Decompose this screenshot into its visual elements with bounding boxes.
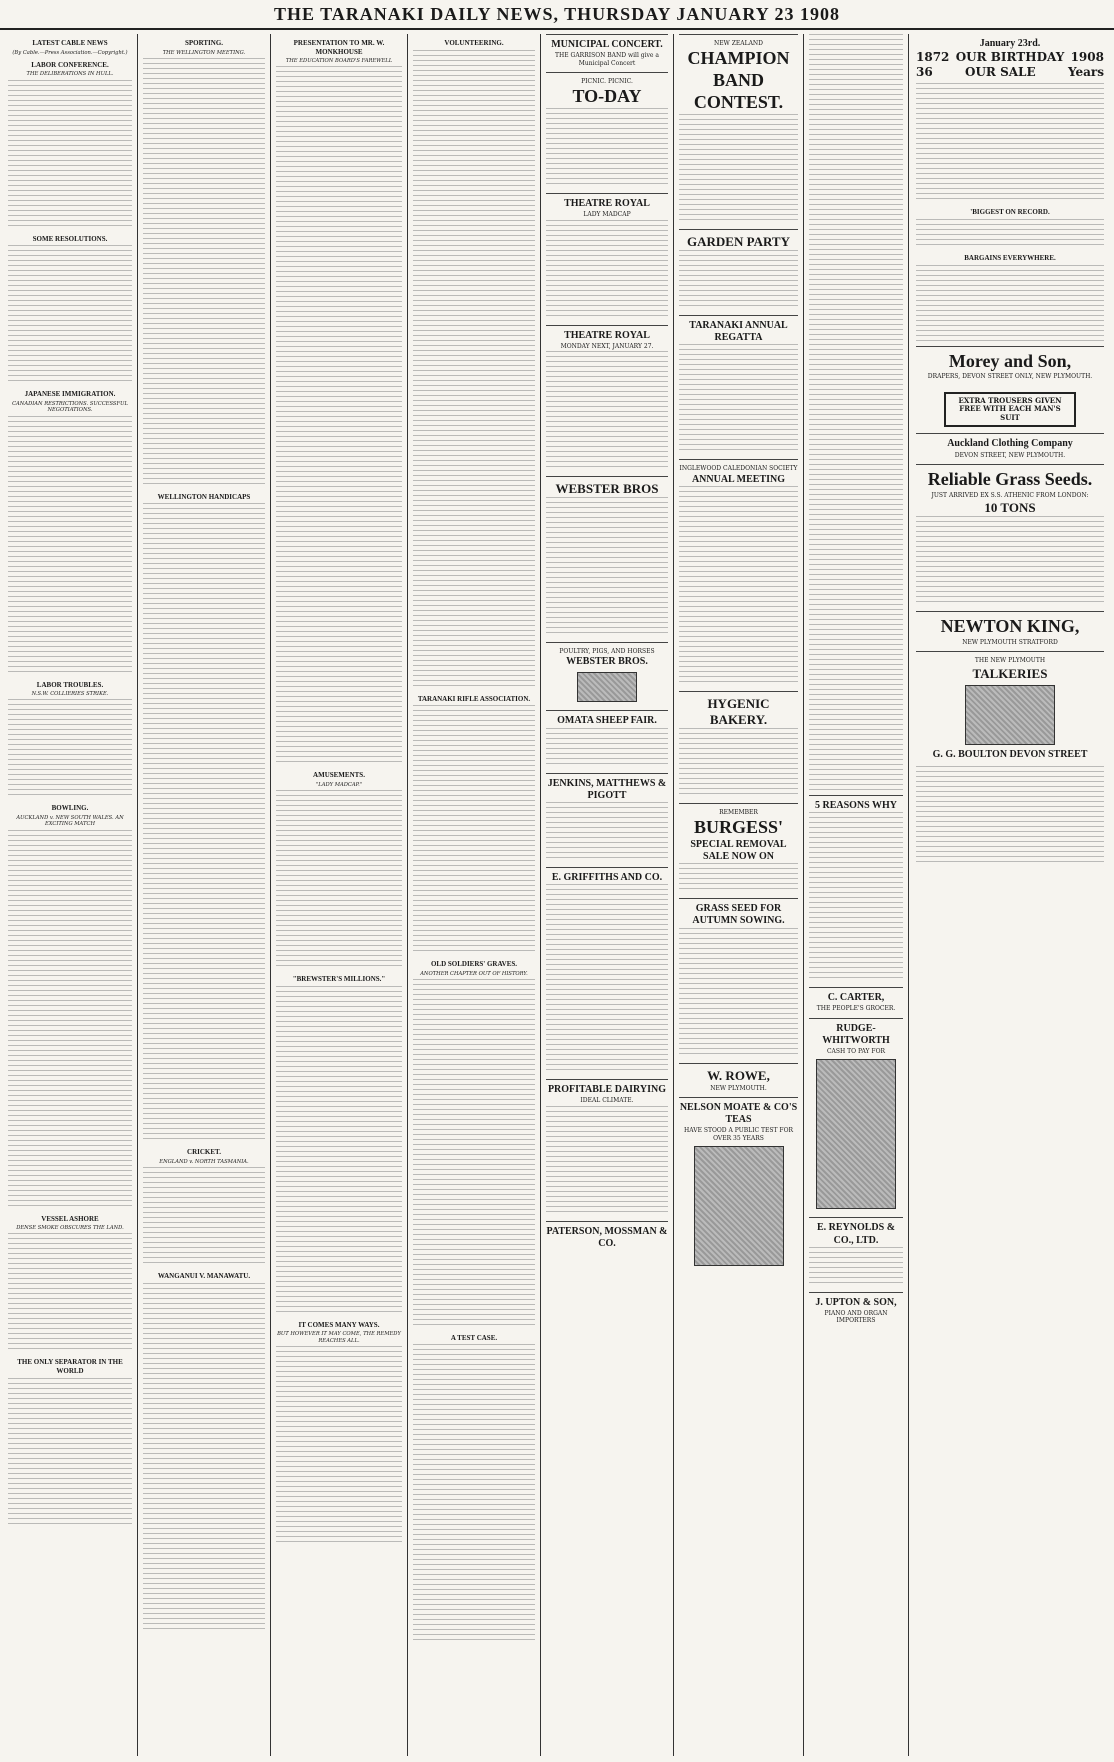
ad-line: NEW PLYMOUTH.	[710, 1084, 767, 1092]
ad-block	[546, 476, 668, 642]
ad-block	[679, 459, 798, 691]
ad-title: E. REYNOLDS & CO., LTD.	[816, 1222, 896, 1246]
ad-title: 10 TONS	[984, 500, 1036, 516]
column-events	[675, 34, 802, 1756]
article-body	[413, 979, 535, 1329]
ad-line: HAVE STOOD A PUBLIC TEST FOR OVER 35 YEARS	[683, 1127, 794, 1142]
ad-line: PICNIC. PICNIC.	[581, 77, 633, 85]
sheep-illustration	[577, 672, 637, 702]
ad-body	[679, 114, 798, 224]
section-heading: SPORTING.	[184, 39, 224, 47]
article-body	[143, 1283, 265, 1633]
ad-line: POULTRY, PIGS, AND HORSES	[559, 647, 655, 655]
ad-block	[679, 315, 798, 459]
section-heading: BOWLING.	[51, 804, 89, 813]
column-classifieds	[805, 34, 907, 1756]
ad-block	[809, 1217, 903, 1291]
section-heading: WELLINGTON HANDICAPS	[157, 492, 251, 501]
section-subheading: "LADY MADCAP."	[315, 781, 363, 788]
ad-line: THE GARRISON BAND will give a Municipal Concert	[555, 52, 659, 67]
section-heading: VESSEL ASHORE	[41, 1214, 99, 1223]
ad-body	[679, 250, 798, 310]
section-subheading: ENGLAND v. NORTH TASMANIA.	[159, 1158, 249, 1165]
article-body	[8, 1233, 132, 1353]
column-presentation	[272, 34, 406, 1756]
section-heading: VOLUNTEERING.	[444, 39, 504, 47]
article-body	[8, 699, 132, 799]
ad-line: CASH TO PAY FOR	[826, 1048, 886, 1056]
trousers-box: EXTRA TROUSERS GIVEN FREE WITH EACH MAN'S SUIT	[944, 392, 1076, 428]
ad-line: THE NEW PLYMOUTH	[974, 657, 1046, 665]
ad-title: PATERSON, MOSSMAN & CO.	[546, 1225, 668, 1249]
ad-line: REMEMBER	[719, 808, 758, 816]
section-heading: "BREWSTER'S MILLIONS."	[292, 975, 386, 984]
ad-block	[679, 691, 798, 803]
sale-line: OUR SALE	[965, 64, 1036, 79]
section-subheading: (By Cable.—Press Association.—Copyright.)	[12, 49, 128, 56]
ad-body	[916, 219, 1104, 249]
ad-body	[916, 265, 1104, 345]
article-body	[8, 245, 132, 385]
ad-line: PIANO AND ORGAN IMPORTERS	[824, 1309, 888, 1325]
ad-block	[679, 803, 798, 899]
ad-body	[679, 486, 798, 686]
ad-body	[809, 1247, 903, 1287]
ad-title: C. CARTER,	[827, 992, 885, 1004]
ad-title: WEBSTER BROS	[555, 481, 659, 497]
section-heading: SOME RESOLUTIONS.	[32, 234, 108, 243]
column-advertisements	[910, 34, 1110, 1756]
column-notices	[542, 34, 672, 1756]
ad-title: GARDEN PARTY	[687, 234, 790, 250]
article-body	[8, 416, 132, 676]
section-heading: A TEST CASE.	[450, 1333, 498, 1342]
article-body	[8, 1378, 132, 1528]
article-body	[8, 80, 132, 230]
birthday-sale-ad	[916, 34, 1104, 83]
ad-block	[679, 1097, 798, 1274]
ad-title: CHAMPION BAND CONTEST.	[687, 48, 790, 113]
ad-body	[546, 728, 668, 768]
ad-line: INGLEWOOD CALEDONIAN SOCIETY	[679, 465, 798, 473]
ad-title: GRASS SEED FOR AUTUMN SOWING.	[692, 903, 785, 927]
ad-title: TO-DAY	[572, 86, 642, 107]
section-heading: PRESENTATION TO MR. W. MONKHOUSE	[293, 39, 385, 56]
ad-headline: 'BIGGEST ON RECORD.	[970, 208, 1050, 217]
year-end: 1908	[1070, 50, 1104, 65]
ad-block	[916, 611, 1104, 651]
ad-block	[679, 229, 798, 315]
ad-line: JUST ARRIVED EX S.S. ATHENIC FROM LONDON:	[931, 491, 1089, 499]
article-body	[143, 503, 265, 1143]
ad-title: 5 REASONS WHY	[814, 800, 898, 811]
year-start: 1872	[916, 50, 950, 65]
birthday-row	[916, 50, 1104, 65]
article-body	[413, 1344, 535, 1644]
section-heading: IT COMES MANY WAYS.	[298, 1320, 380, 1329]
section-heading: TARANAKI RIFLE ASSOCIATION.	[417, 694, 531, 703]
ad-body	[546, 108, 668, 188]
section-heading: WANGANUI V. MANAWATU.	[157, 1272, 251, 1281]
section-subheading: CANADIAN RESTRICTIONS. SUCCESSFUL NEGOTIATIONS.	[12, 400, 128, 414]
ad-title: G. G. BOULTON DEVON STREET	[932, 749, 1088, 761]
article-body	[276, 790, 402, 970]
ad-title: J. UPTON & SON,	[815, 1296, 897, 1308]
ad-block	[809, 1292, 903, 1330]
ad-body	[546, 220, 668, 320]
article-body	[276, 1346, 402, 1546]
ad-body	[546, 351, 668, 471]
section-subheading: AUCKLAND v. NEW SOUTH WALES. AN EXCITING MATCH	[16, 814, 124, 828]
section-heading: LABOR CONFERENCE.	[31, 60, 109, 69]
ad-body	[546, 802, 668, 862]
years-word: Years	[1067, 64, 1104, 79]
ad-body	[679, 863, 798, 893]
ad-block	[546, 34, 668, 72]
ad-headline: BARGAINS EVERYWHERE.	[964, 253, 1056, 262]
ad-title: THEATRE ROYAL	[564, 329, 650, 341]
ad-body	[546, 1106, 668, 1216]
ad-body	[679, 928, 798, 1058]
ad-body	[546, 884, 668, 1074]
ad-body	[916, 83, 1104, 203]
classified-list	[809, 34, 903, 794]
ad-title: NEWTON KING,	[940, 615, 1080, 636]
ad-line: NEW ZEALAND	[714, 40, 763, 47]
ad-block	[546, 72, 668, 193]
section-subheading: THE WELLINGTON MEETING.	[162, 49, 246, 56]
article-body	[8, 830, 132, 1210]
ad-body	[679, 728, 798, 798]
ad-title: Auckland Clothing Company	[947, 438, 1073, 450]
column-rule	[407, 34, 408, 1756]
column-sporting	[139, 34, 269, 1756]
ad-line: DRAPERS, DEVON STREET ONLY, NEW PLYMOUTH.	[927, 373, 1093, 381]
masthead	[0, 0, 1114, 30]
birthday-line: OUR BIRTHDAY	[955, 50, 1065, 65]
ad-title: E. GRIFFITHS AND CO.	[551, 872, 663, 883]
ad-line: LADY MADCAP	[583, 211, 631, 219]
years-count: 36	[916, 64, 933, 79]
section-heading: AMUSEMENTS.	[313, 771, 365, 780]
column-rule	[908, 34, 909, 1756]
ad-line: DEVON STREET, NEW PLYMOUTH.	[954, 451, 1066, 459]
ad-title: TALKERIES	[972, 665, 1048, 681]
ad-line: IDEAL CLIMATE.	[580, 1097, 634, 1105]
ad-block	[546, 1221, 668, 1254]
ad-title: BURGESS'	[693, 816, 784, 837]
section-heading: THE ONLY SEPARATOR IN THE WORLD	[17, 1358, 123, 1375]
ad-block	[679, 898, 798, 1062]
tea-medal-illustration	[694, 1146, 784, 1266]
bicycle-illustration	[816, 1059, 896, 1209]
ad-title: NELSON MOATE & CO'S TEAS	[679, 1101, 798, 1125]
ad-line: THE PEOPLE'S GROCER.	[816, 1005, 896, 1013]
ad-title: RUDGE-WHITWORTH	[822, 1022, 890, 1046]
ad-block	[809, 1018, 903, 1218]
ad-title: MUNICIPAL CONCERT.	[551, 39, 663, 50]
ad-body	[916, 766, 1104, 866]
article-body	[413, 705, 535, 955]
ad-title: PROFITABLE DAIRYING	[547, 1084, 667, 1096]
ad-title: SPECIAL REMOVAL SALE NOW ON	[690, 838, 787, 863]
section-subheading: THE DELIBERATIONS IN HULL.	[26, 71, 114, 78]
ad-body	[916, 516, 1104, 606]
section-heading: CRICKET.	[187, 1148, 221, 1157]
ad-title: W. ROWE,	[707, 1067, 770, 1083]
ad-block	[679, 34, 798, 229]
column-rule	[803, 34, 804, 1756]
ad-title: TARANAKI ANNUAL REGATTA	[689, 320, 788, 344]
ad-body	[679, 344, 798, 454]
ad-block	[809, 795, 903, 987]
section-subheading: BUT HOWEVER IT MAY COME, THE REMEDY REACHES ALL.	[277, 1331, 401, 1344]
ad-block	[809, 987, 903, 1018]
ad-block	[546, 325, 668, 477]
ad-title: THEATRE ROYAL	[564, 198, 650, 210]
ad-block	[546, 710, 668, 772]
section-subheading: N.S.W. COLLIERIES STRIKE.	[31, 691, 109, 698]
masthead-title: THE TARANAKI DAILY NEWS, THURSDAY JANUARY 23 1908	[273, 3, 841, 24]
section-heading: LATEST CABLE NEWS	[32, 39, 108, 47]
ad-block	[916, 346, 1104, 386]
ad-line: NEW PLYMOUTH STRATFORD	[962, 638, 1058, 646]
ad-block	[679, 1063, 798, 1097]
article-body	[143, 58, 265, 488]
ad-line: MONDAY NEXT, JANUARY 27.	[560, 342, 654, 350]
phonograph-illustration	[965, 685, 1055, 745]
ad-block	[546, 867, 668, 1079]
section-subheading: THE EDUCATION BOARD'S FAREWELL	[285, 58, 393, 65]
column-rule	[270, 34, 271, 1756]
ad-block	[546, 193, 668, 325]
column-rule	[137, 34, 138, 1756]
ad-body	[546, 497, 668, 637]
ad-title: OMATA SHEEP FAIR.	[557, 715, 657, 727]
section-heading: LABOR TROUBLES.	[36, 680, 104, 689]
article-body	[276, 66, 402, 766]
column-rule	[540, 34, 541, 1756]
ad-body	[809, 812, 903, 982]
article-body	[276, 986, 402, 1316]
ad-title: HYGENIC BAKERY.	[707, 695, 770, 727]
article-body	[143, 1167, 265, 1267]
ad-block	[916, 433, 1104, 464]
column-volunteering	[409, 34, 539, 1756]
ad-block	[546, 642, 668, 711]
section-subheading: ANOTHER CHAPTER OUT OF HISTORY.	[420, 970, 528, 977]
section-heading: JAPANESE IMMIGRATION.	[24, 390, 116, 399]
ad-block	[916, 651, 1104, 765]
ad-title: Reliable Grass Seeds.	[927, 468, 1093, 489]
ad-block	[916, 464, 1104, 611]
ad-block	[546, 773, 668, 867]
ad-block	[546, 1079, 668, 1221]
column-rule	[673, 34, 674, 1756]
ad-title: JENKINS, MATTHEWS & PIGOTT	[547, 777, 667, 801]
article-body	[413, 50, 535, 690]
ad-title: ANNUAL MEETING	[691, 473, 786, 485]
ad-title: WEBSTER BROS.	[566, 656, 648, 668]
section-heading: OLD SOLDIERS' GRAVES.	[430, 960, 518, 969]
section-subheading: DENSE SMOKE OBSCURES THE LAND.	[16, 1225, 124, 1232]
sale-row	[916, 65, 1104, 80]
column-cable-news	[4, 34, 136, 1756]
ad-title: Morey and Son,	[948, 350, 1072, 371]
ad-date: January 23rd.	[979, 38, 1041, 49]
